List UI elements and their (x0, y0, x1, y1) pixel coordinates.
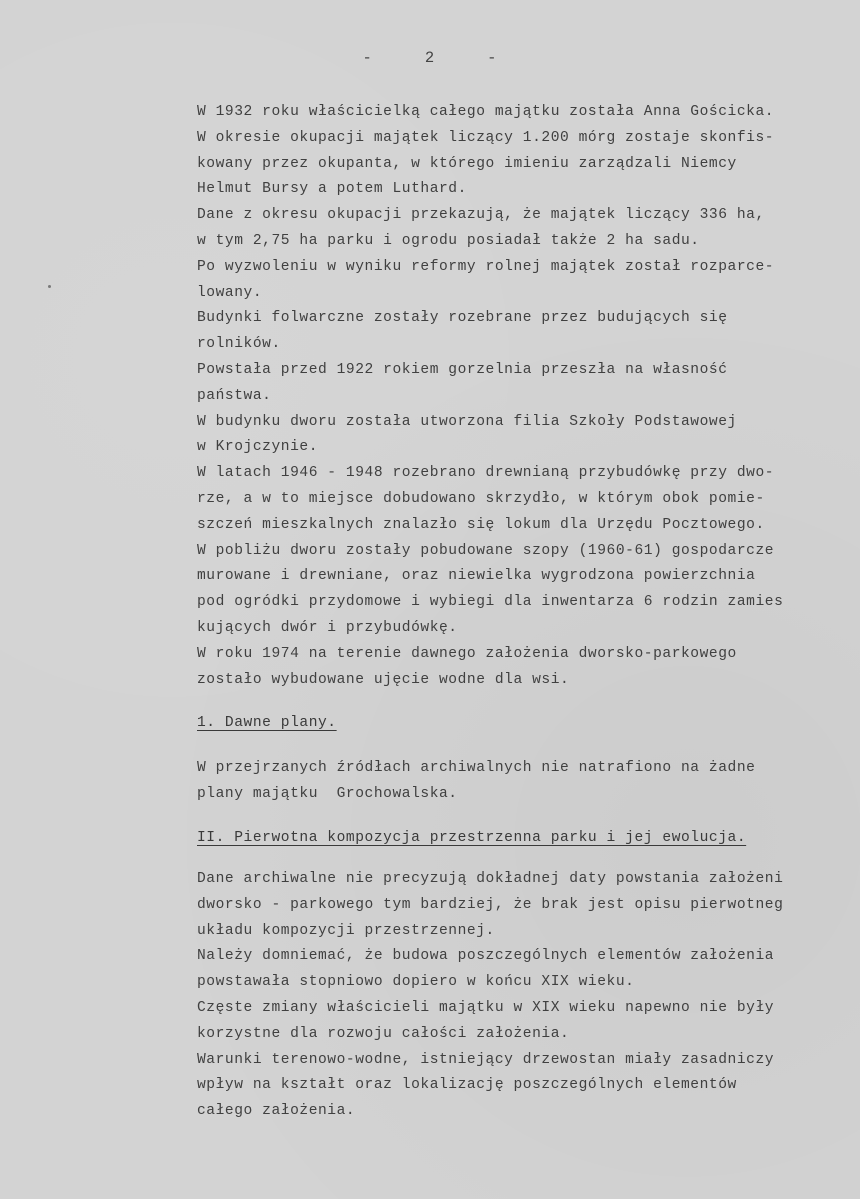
text-line: kujących dwór i przybudówkę. (197, 619, 458, 636)
text-line: W latach 1946 - 1948 rozebrano drewnianą przybudówkę przy dwo- (197, 465, 775, 482)
text-line: pod ogródki przydomowe i wybiegi dla inwentarza 6 rodzin zamies (197, 594, 784, 611)
text-line: W okresie okupacji majątek liczący 1.200 mórg zostaje skonfis- (197, 129, 775, 146)
text-line: Dane z okresu okupacji przekazują, że majątek liczący 336 ha, (197, 207, 765, 224)
text-line: korzystne dla rozwoju całości założenia. (197, 1025, 570, 1042)
section-heading-kompozycja: II. Pierwotna kompozycja przestrzenna parku i jej ewolucja. (197, 830, 747, 846)
text-line: wpływ na kształt oraz lokalizację poszczególnych elementów (197, 1077, 737, 1094)
page-number-dash-right: - (487, 49, 498, 67)
page-number (0, 49, 860, 67)
text-line: W 1932 roku właścicielką całego majątku została Anna Gościcka. (197, 104, 775, 120)
page-number-value: 2 (424, 49, 436, 67)
text-line: dworsko - parkowego tym bardziej, że brak jest opisu pierwotneg (197, 896, 784, 913)
text-line: plany majątku Grochowalska. (197, 785, 458, 802)
text-line: w tym 2,75 ha parku i ogrodu posiadał także 2 ha sadu. (197, 232, 700, 249)
text-line: Należy domniemać, że budowa poszczególnych elementów założenia (197, 948, 775, 965)
text-line: W budynku dworu została utworzona filia Szkoły Podstawowej (197, 413, 737, 430)
text-line: rolników. (197, 336, 281, 353)
text-line: rze, a w to miejsce dobudowano skrzydło, w którym obok pomie- (197, 490, 765, 507)
text-line: Budynki folwarczne zostały rozebrane przez budujących się (197, 310, 728, 327)
text-line: Helmut Bursy a potem Luthard. (197, 181, 467, 198)
text-line: Częste zmiany właścicieli majątku w XIX wieku napewno nie były (197, 999, 775, 1016)
text-line: Po wyzwoleniu w wyniku reformy rolnej majątek został rozparce- (197, 258, 775, 275)
section-heading-dawne-plany: 1. Dawne plany. (197, 715, 337, 731)
text-line: powstawała stopniowo dopiero w końcu XIX wieku. (197, 974, 635, 991)
text-line: zostało wybudowane ujęcie wodne dla wsi. (197, 671, 570, 688)
margin-speck (48, 285, 51, 288)
section1-paragraph (197, 756, 860, 808)
text-line: murowane i drewniane, oraz niewielka wygrodzona powierzchnia (197, 568, 756, 585)
text-line: Dane archiwalne nie precyzują dokładnej daty powstania założeni (197, 871, 784, 887)
text-line: całego założenia. (197, 1103, 356, 1120)
text-line: W pobliżu dworu zostały pobudowane szopy (1960-61) gospodarcze (197, 542, 775, 559)
text-line: Warunki terenowo-wodne, istniejący drzewostan miały zasadniczy (197, 1051, 775, 1068)
text-line: W przejrzanych źródłach archiwalnych nie natrafiono na żadne (197, 760, 756, 776)
text-line: W roku 1974 na terenie dawnego założenia dworsko-parkowego (197, 645, 737, 662)
intro-paragraphs (197, 100, 860, 693)
text-line: państwa. (197, 387, 272, 404)
section2-paragraphs (197, 867, 860, 1125)
text-line: w Krojczynie. (197, 439, 318, 456)
page-number-dash-left: - (362, 49, 373, 67)
text-line: kowany przez okupanta, w którego imieniu zarządzali Niemcy (197, 155, 737, 172)
text-line: szczeń mieszkalnych znalazło się lokum dla Urzędu Pocztowego. (197, 516, 765, 533)
text-line: Powstała przed 1922 rokiem gorzelnia przeszła na własność (197, 361, 728, 378)
text-line: lowany. (197, 284, 263, 301)
text-line: układu kompozycji przestrzennej. (197, 922, 495, 939)
